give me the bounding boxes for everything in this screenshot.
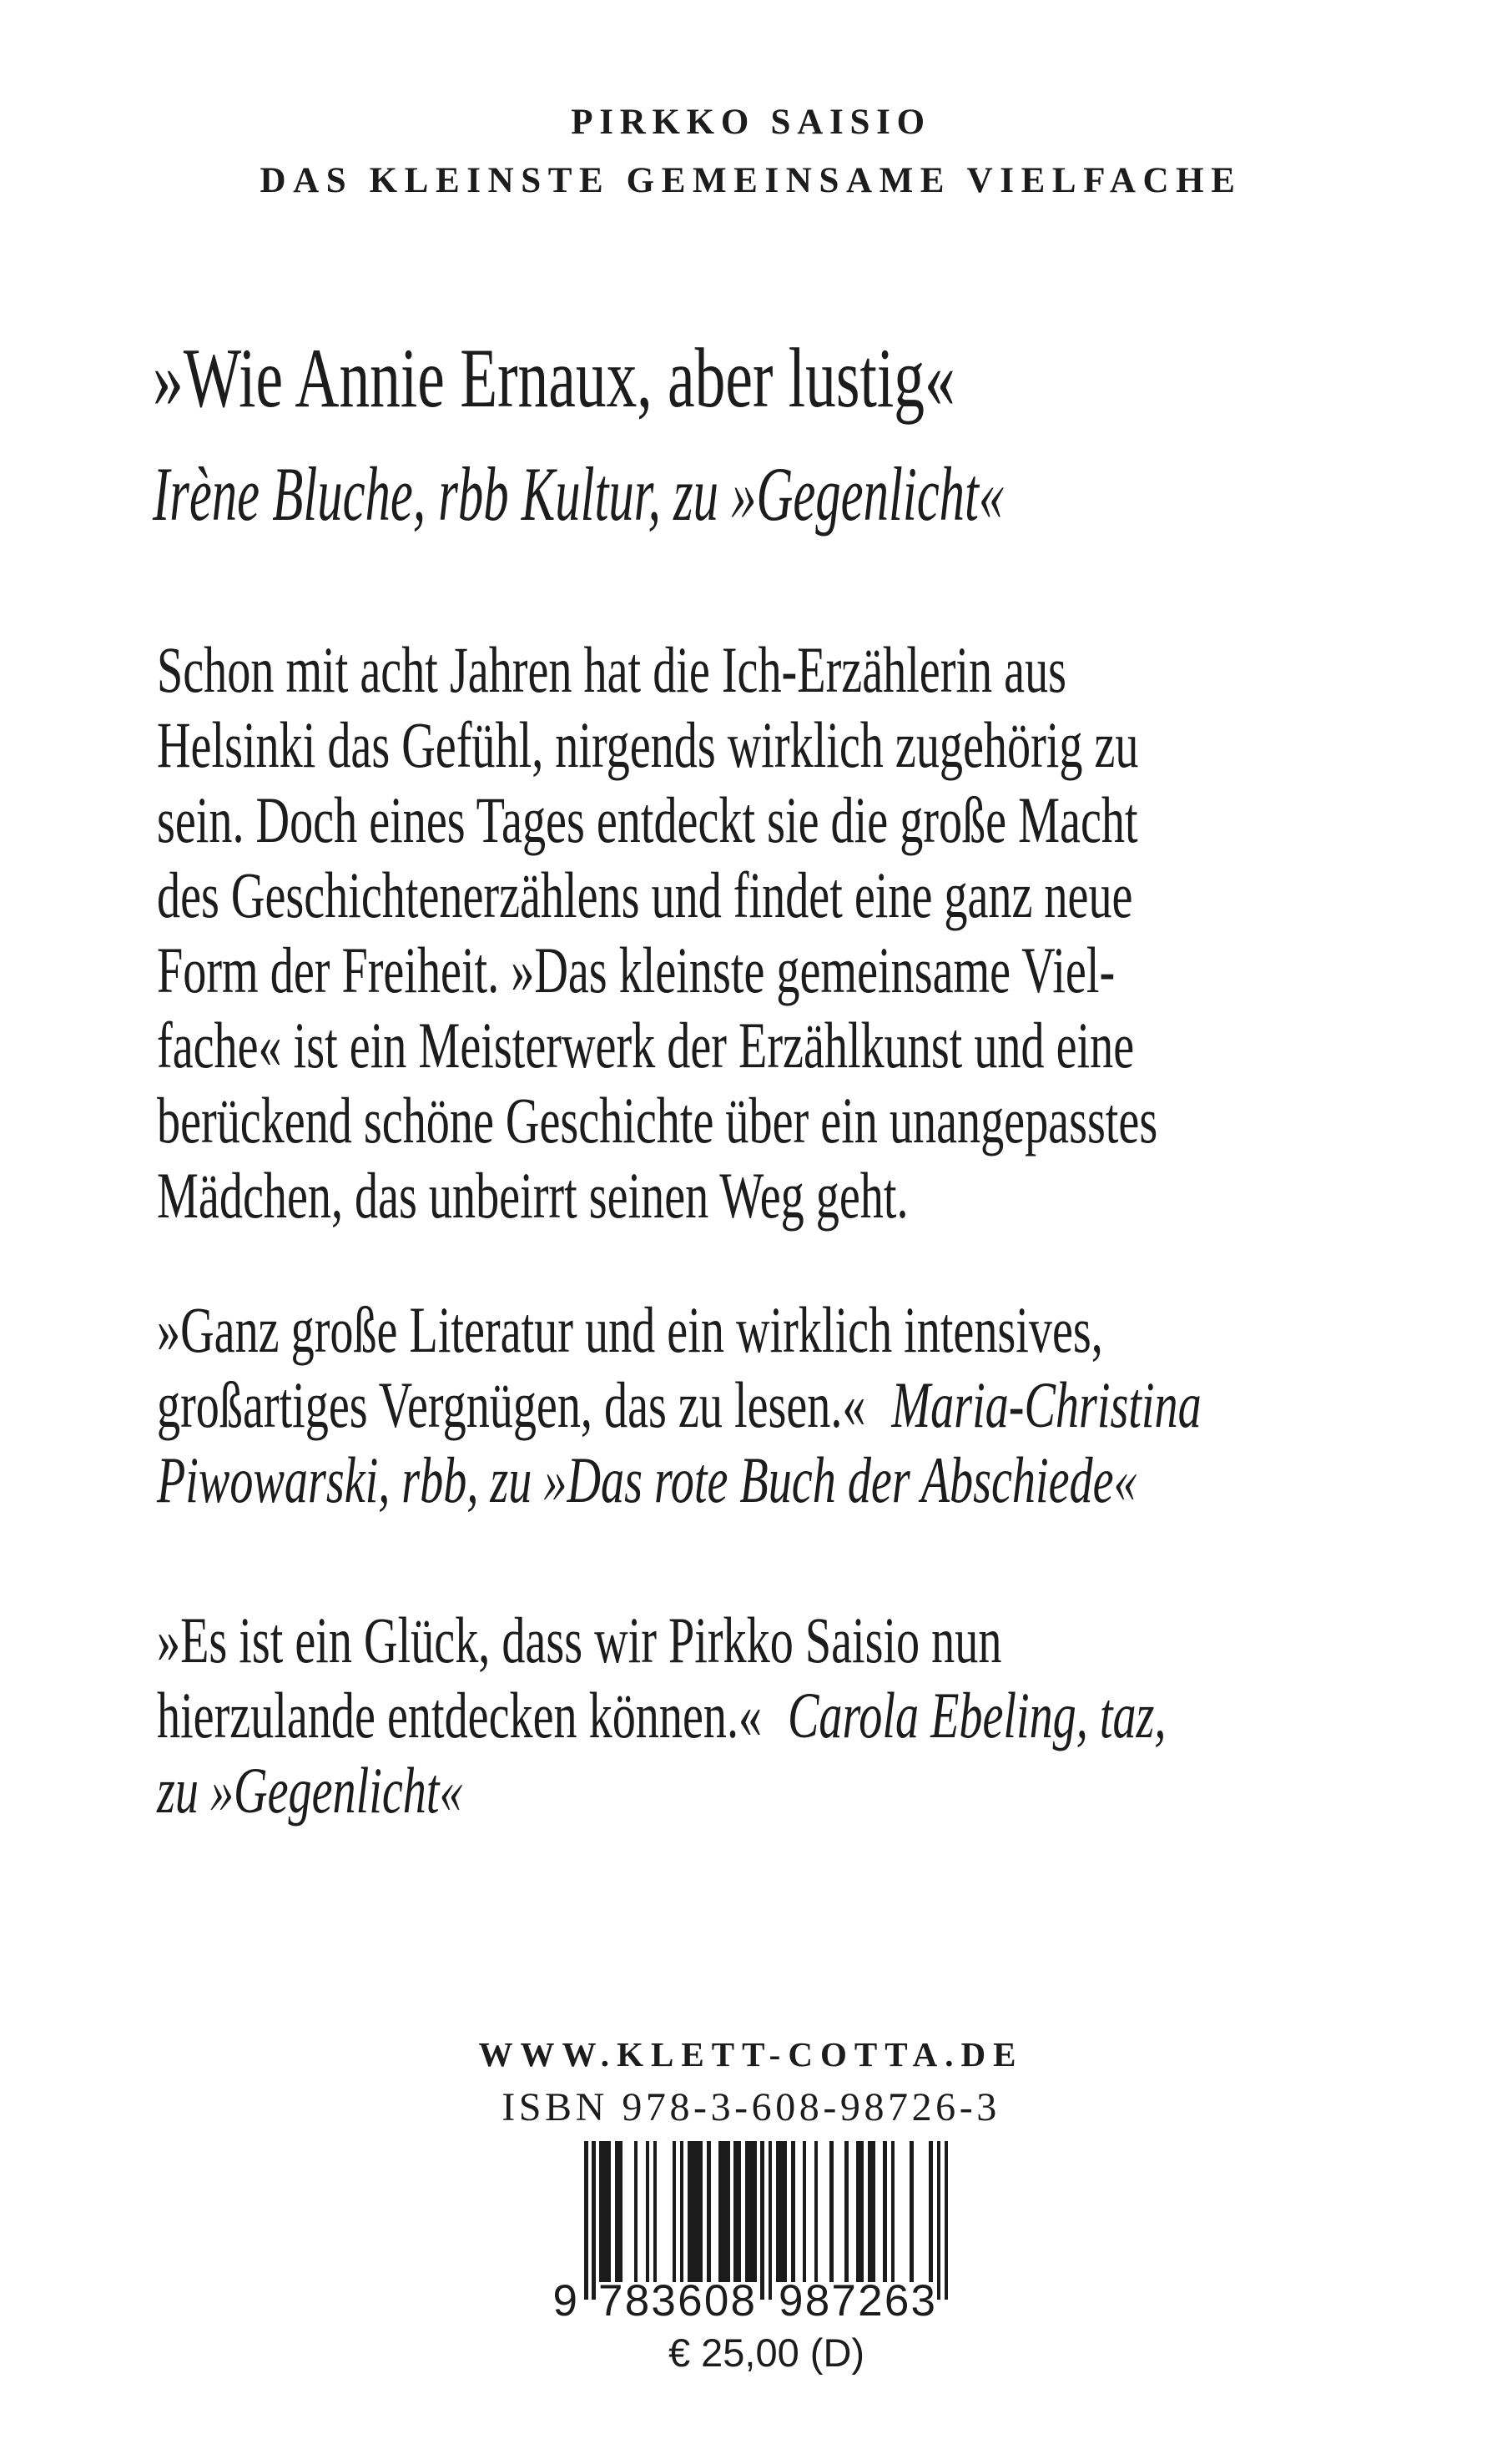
ean13-barcode: [552, 2141, 949, 2333]
barcode-digit-first: 9: [552, 2276, 577, 2325]
quote-line: [157, 1368, 1202, 1443]
price-label: € 25,00 (D): [668, 2330, 865, 2375]
publisher-website: WWW.KLETT-COTTA.DE: [478, 2035, 1024, 2073]
quote-line: »Es ist ein Glück, dass wir Pirkko Saisio nun: [157, 1604, 1002, 1676]
quote-attribution: Carola Ebeling, taz,: [787, 1679, 1167, 1751]
synopsis-line: berückend schöne Geschichte über ein unangepasstes: [157, 1084, 1158, 1156]
quote-attribution: Piwowarski, rbb, zu »Das rote Buch der Abschiede«: [157, 1444, 1137, 1516]
synopsis-line: Schon mit acht Jahren hat die Ich-Erzählerin aus: [157, 633, 1067, 706]
quote-line: [157, 1678, 1166, 1753]
synopsis-line: Helsinki das Gefühl, nirgends wirklich zugehörig zu: [157, 708, 1139, 781]
synopsis-paragraph: [157, 632, 1157, 1233]
lead-quote-attribution: Irène Bluche, rbb Kultur, zu »Gegenlicht«: [153, 451, 1005, 537]
synopsis-line: Mädchen, das unbeirrt seinen Weg geht.: [157, 1159, 909, 1232]
barcode-digits-left: 7 8 3 6 0 8: [598, 2276, 755, 2325]
isbn-number: ISBN 978-3-608-98726-3: [502, 2085, 1000, 2129]
synopsis-line: fache« ist ein Meisterwerk der Erzählkunst und eine: [157, 1009, 1135, 1081]
quote-attribution: zu »Gegenlicht«: [157, 1754, 463, 1827]
author-name: PIRKKO SAISIO: [571, 103, 931, 142]
synopsis-line: sein. Doch eines Tages entdeckt sie die große Macht: [157, 784, 1138, 856]
quote-attribution: Maria-Christina: [891, 1368, 1202, 1441]
book-title: DAS KLEINSTE GEMEINSAME VIELFACHE: [260, 161, 1242, 200]
review-quote-3: [157, 1603, 1166, 1828]
review-quote-2: [157, 1292, 1202, 1518]
quote-text: großartiges Vergnügen, das zu lesen.«: [157, 1368, 866, 1441]
quote-line: »Ganz große Literatur und ein wirklich intensives,: [157, 1293, 1103, 1366]
synopsis-line: des Geschichtenerzählens und findet eine ganz neue: [157, 859, 1133, 931]
quote-text: hierzulande entdecken können.«: [157, 1679, 763, 1751]
synopsis-line: Form der Freiheit. »Das kleinste gemeinsame Viel-: [157, 934, 1116, 1006]
barcode-digits-right: 9 8 7 2 6 3: [779, 2276, 935, 2325]
lead-quote-text: »Wie Annie Ernaux, aber lustig«: [153, 331, 955, 426]
barcode-digits: [552, 2276, 949, 2328]
